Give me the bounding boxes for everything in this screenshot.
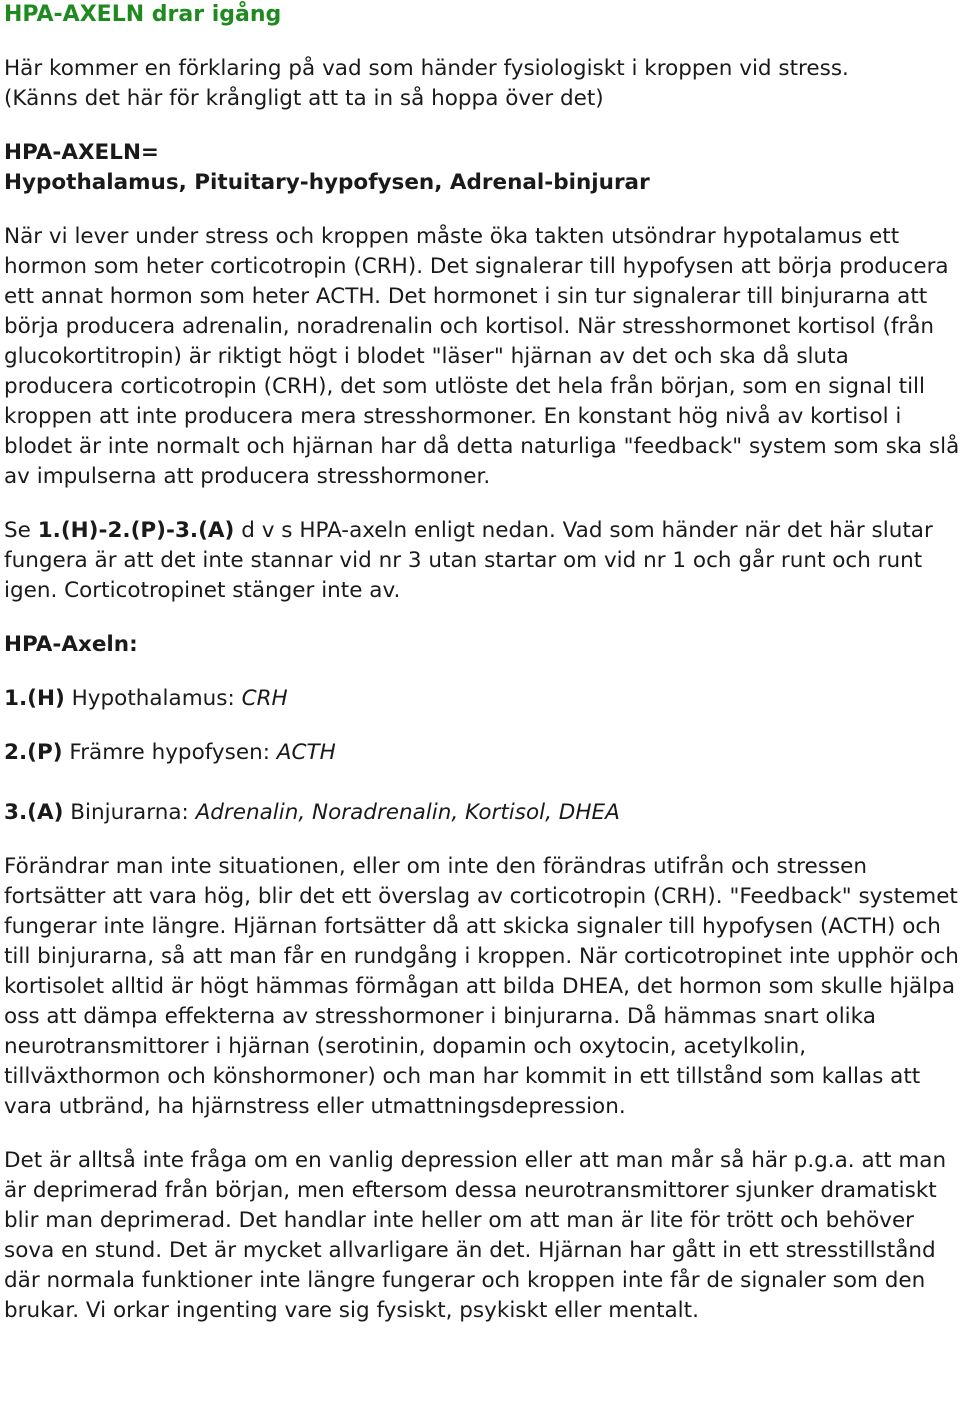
axis-item-3-organ: Binjurarna:: [63, 800, 196, 825]
seq-code-p: (P): [130, 518, 167, 543]
axis-item-2-num: 2.: [4, 740, 28, 765]
seq-dash-1: -: [98, 518, 108, 543]
sequence-rest-2: Vad som händer när det här slutar fungera är att det inte stannar vid nr 3 utan startar om vid nr 1 och går runt och runt igen. Corticotropinet stänger inte av.: [4, 518, 933, 603]
axis-item-1-hormone: CRH: [241, 686, 288, 711]
mechanism-sentence-2: Det signalerar till hypofysen att börja producera ett annat hormon som heter ACTH.: [4, 254, 949, 309]
axis-item-3-hormone: Adrenalin, Noradrenalin, Kortisol, DHEA: [195, 800, 620, 825]
axis-item-2: [4, 738, 960, 768]
axis-item-1-num: 1.: [4, 686, 28, 711]
mechanism-sentence-1: När vi lever under stress och kroppen måste öka takten utsöndrar hypotalamus ett hormon som heter corticotropin (CRH).: [4, 224, 900, 279]
mechanism-sentence-4: När stresshormonet kortisol (från glucokortitropin) är riktigt högt i blodet "läser" hjärnan av det och ska då sluta producera corticotropin (CRH), det som utlöste det hela från början, som en signal till kroppen att inte producera mera stresshormoner.: [4, 314, 935, 429]
sequence-rest-1: HPA-axeln enligt nedan.: [299, 518, 556, 543]
se-text: Se: [4, 518, 38, 543]
mechanism-sentence-5: En konstant hög nivå av kortisol i blodet är inte normalt och hjärnan har då detta naturliga "feedback" system som ska slå av impulserna att producera stresshormoner.: [4, 404, 960, 489]
consequence-paragraph: Förändrar man inte situationen, eller om inte den förändras utifrån och stressen fortsätter att vara hög, blir det ett överslag av corticotropin (CRH). "Feedback" systemet fungerar inte längre. Hjärnan fortsätter då att skicka signaler till hypofysen (ACTH) och till binjurarna, så att man får en rundgång i kroppen. När corticotropinet inte upphör och kortisolet alltid är högt hämmas förmågan att bilda DHEA, det hormon som skulle hjälpa oss att dämpa effekterna av stresshormoner i binjurarna. Då hämmas snart olika neurotransmittorer i hjärnan (serotinin, dopamin och oxytocin, acetylkolin, tillväxthormon och könshormoner) och man har kommit in ett tillstånd som kallas att vara utbränd, ha hjärnstress eller utmattningsdepression.: [4, 854, 959, 1119]
definition-expansion: Hypothalamus, Pituitary-hypofysen, Adrenal-binjurar: [4, 170, 650, 195]
axis-item-3: [4, 798, 960, 828]
hpa-definition: [4, 138, 960, 198]
depression-paragraph: Det är alltså inte fråga om en vanlig depression eller att man mår så här p.g.a. att man är deprimerad från början, men eftersom dessa neurotransmittorer sjunker dramatiskt blir man deprimerad. Det handlar inte heller om att man är lite för trött och behöver sova en stund. Det är mycket allvarligare än det. Hjärnan har gått in ett stresstillstånd där normala funktioner inte längre fungerar och kroppen inte får de signaler som den brukar. Vi orkar ingenting vare sig fysiskt, psykiskt eller mentalt.: [4, 1148, 947, 1323]
definition-label: HPA-AXELN=: [4, 140, 159, 165]
seq-code-a: (A): [198, 518, 235, 543]
axis-item-1-code: (H): [27, 686, 65, 711]
axis-item-3-code: (A): [27, 800, 64, 825]
seq-step-2: 2.: [107, 518, 131, 543]
axis-item-1-organ: Hypothalamus:: [64, 686, 242, 711]
stress-mechanism-paragraph: [4, 222, 960, 492]
axis-item-2-code: (P): [27, 740, 63, 765]
intro-line-2: (Känns det här för krångligt att ta in så hoppa över det): [4, 86, 604, 111]
intro-paragraph: [4, 54, 960, 114]
axis-item-3-num: 3.: [4, 800, 28, 825]
axis-item-2-organ: Främre hypofysen:: [62, 740, 277, 765]
seq-code-h: (H): [60, 518, 99, 543]
dvs-text: d v s: [234, 518, 300, 543]
axis-item-1: [4, 684, 960, 714]
sequence-paragraph: [4, 516, 960, 606]
mechanism-sentence-3: Det hormonet i sin tur signalerar till binjurarna att börja producera adrenalin, noradrenalin och kortisol.: [4, 284, 928, 339]
seq-dash-2: -: [166, 518, 175, 543]
intro-line-1: Här kommer en förklaring på vad som händer fysiologiskt i kroppen vid stress.: [4, 56, 849, 81]
axis-heading: HPA-Axeln:: [4, 632, 138, 657]
seq-step-3: 3.: [174, 518, 199, 543]
page-title: HPA-AXELN drar igång: [4, 2, 282, 27]
seq-step-1: 1.: [37, 518, 61, 543]
axis-item-2-hormone: ACTH: [276, 740, 336, 765]
